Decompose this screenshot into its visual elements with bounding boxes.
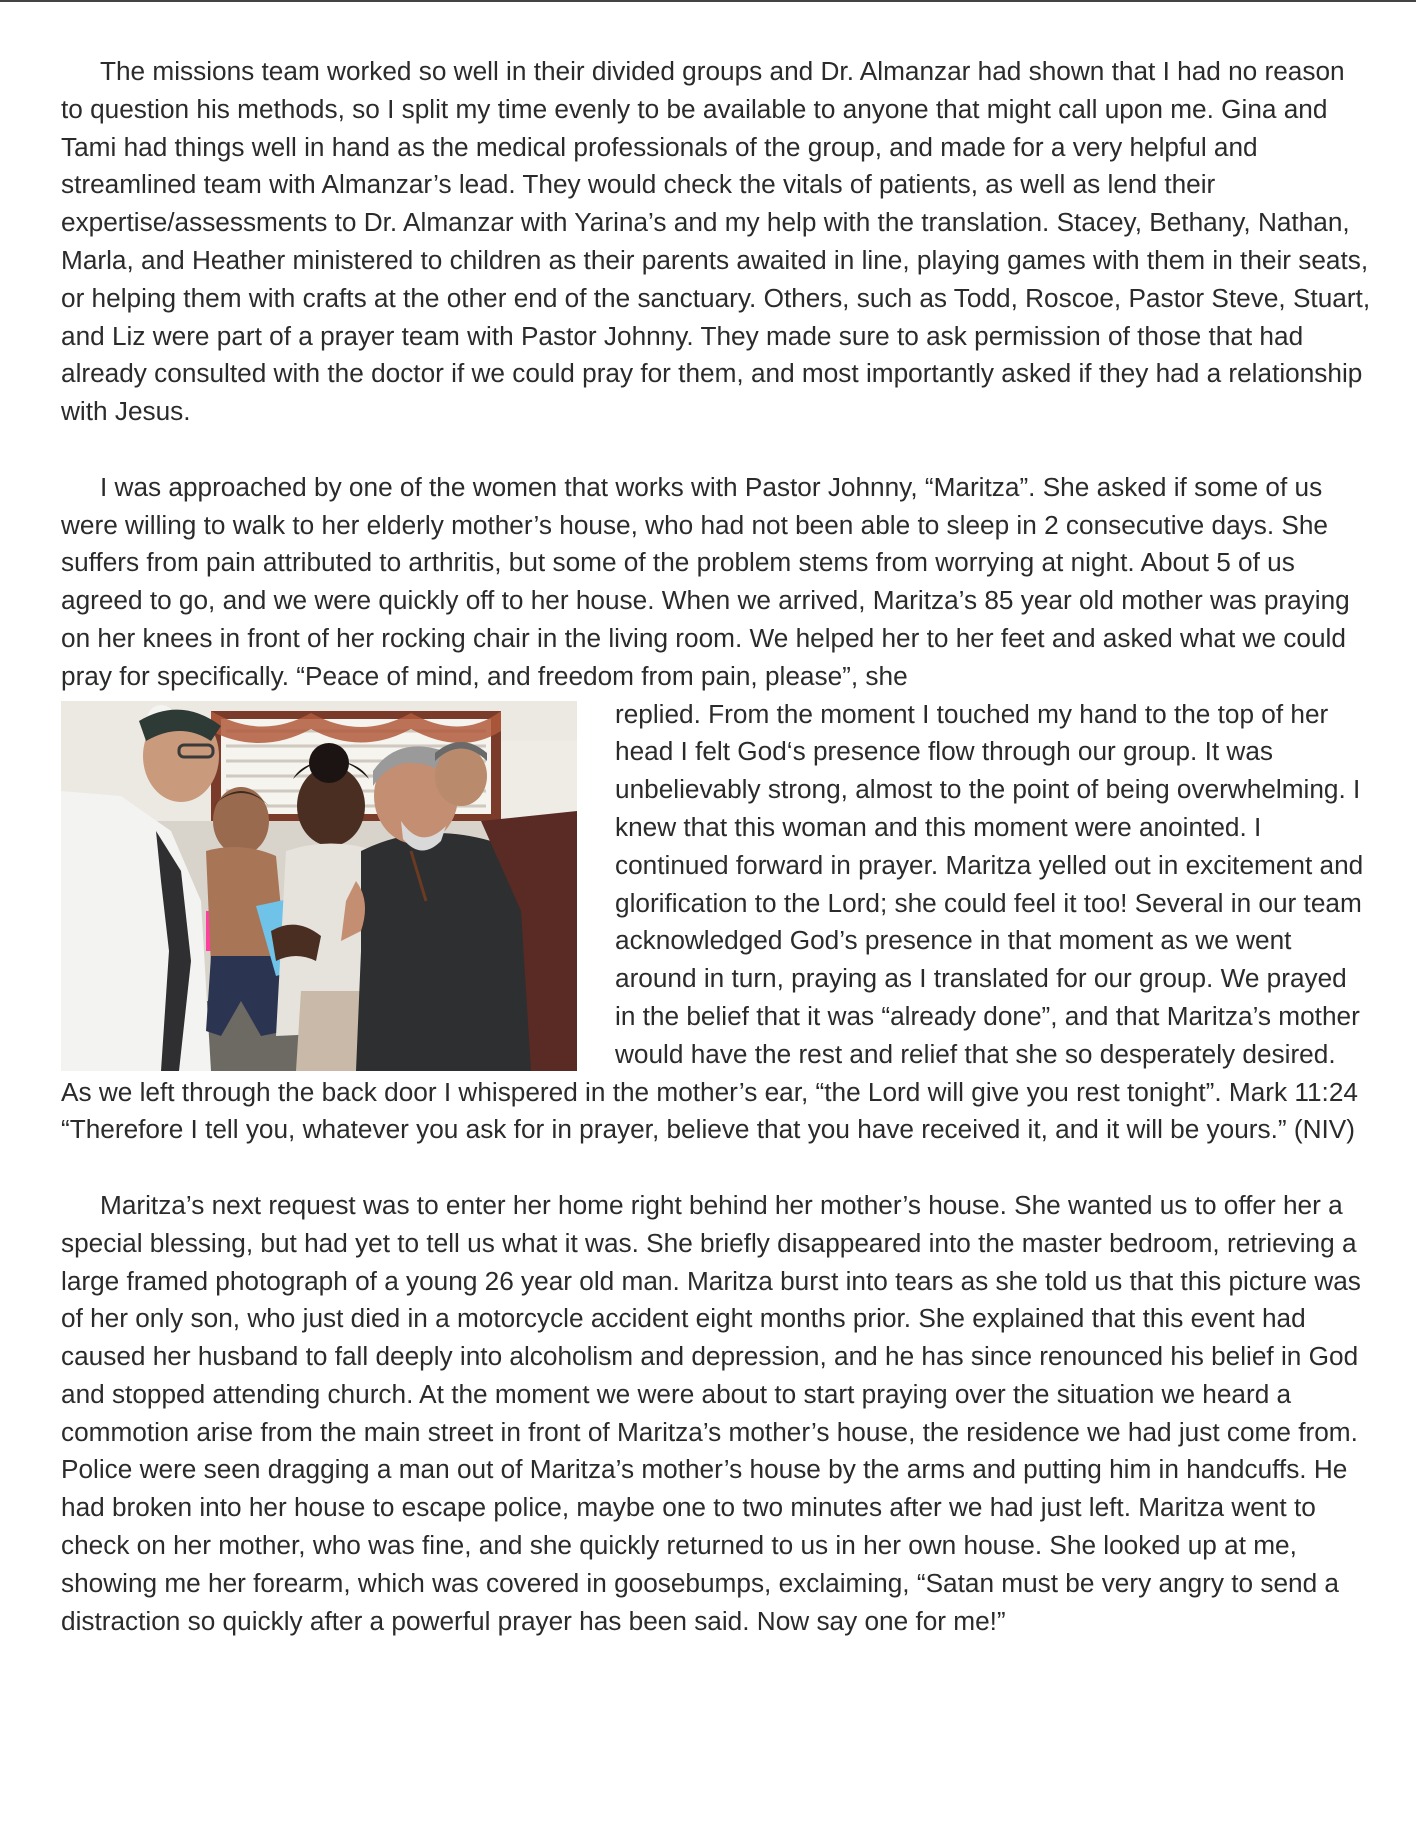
- paragraph-2: [61, 469, 1371, 696]
- paragraph-1: The missions team worked so well in their divided groups and Dr. Almanzar had shown that I had no reason to question his methods, so I split my time evenly to be available to anyone that might call upon me. Gina and Tami had things well in hand as the medical professionals of the group, and made for a very helpful and streamlined team with Almanzar’s lead. They would check the vitals of patients, as well as lend their expertise/assessments to Dr. Almanzar with Yarina’s and my help with the translation. Stacey, Bethany, Nathan, Marla, and Heather ministered to children as their parents awaited in line, playing games with them in their seats, or helping them with crafts at the other end of the sanctuary. Others, such as Todd, Roscoe, Pastor Steve, Stuart, and Liz were part of a prayer team with Pastor Johnny. They made sure to ask permission of those that had already consulted with the doctor if we could pray for them, and most importantly asked if they had a relationship with Jesus.: [61, 56, 1371, 427]
- paragraph-2-part-2: replied. From the moment I touched my hand to the top of her head I felt God‘s presence flow through our group. It was unbelievably strong, almost to the point of being overwhelming. I knew that this woman and this moment were anointed. I continued forward in prayer. Maritza yelled out in excitement and glorification to the Lord; she could feel it too! Several in our team acknowledged God’s presence in that moment as we went around in turn, praying as I translated for our group. We prayed in the belief that it was “already done”, and that Maritza’s mother would have the rest and relief that she so desperately desired. As we left through the back door I whispered in the mother’s ear, “the Lord will give you rest tonight”. Mark 11:24 “Therefore I tell you, whatever you ask for in prayer, believe that you have received it, and it will be yours.” (NIV): [61, 698, 1364, 1145]
- paragraph-2-part-1: I was approached by one of the women that works with Pastor Johnny, “Maritza”. She asked if some of us were willing to walk to her elderly mother’s house, who had not been able to sleep in 2 consecutive days. She suffers from pain attributed to arthritis, but some of the problem stems from worrying at night. About 5 of us agreed to go, and we were quickly off to her house. When we arrived, Maritza’s 85 year old mother was praying on her knees in front of her rocking chair in the living room. We helped her to her feet and asked what we could pray for specifically. “Peace of mind, and freedom from pain, please”, she: [61, 471, 1350, 691]
- paragraph-3: Maritza’s next request was to enter her home right behind her mother’s house. She wanted us to offer her a special blessing, but had yet to tell us what it was. She briefly disappeared into the master bedroom, retrieving a large framed photograph of a young 26 year old man. Maritza burst into tears as she told us that this picture was of her only son, who just died in a motorcycle accident eight months prior. She explained that this event had caused her husband to fall deeply into alcoholism and depression, and he has since renounced his belief in God and stopped attending church. At the moment we were about to start praying over the situation we heard a commotion arise from the main street in front of Maritza’s mother’s house, the residence we had just come from. Police were seen dragging a man out of Maritza’s mother’s house by the arms and putting him in handcuffs. He had broken into her house to escape police, maybe one to two minutes after we had just left. Maritza went to check on her mother, who was fine, and she quickly returned to us in her own house. She looked up at me, showing me her forearm, which was covered in goosebumps, exclaiming, “Satan must be very angry to send a distraction so quickly after a powerful prayer has been said. Now say one for me!”: [61, 1189, 1361, 1636]
- document-body: [61, 53, 1371, 1640]
- prayer-photo: [61, 701, 577, 1071]
- paragraph-2-continued: [61, 696, 1371, 1150]
